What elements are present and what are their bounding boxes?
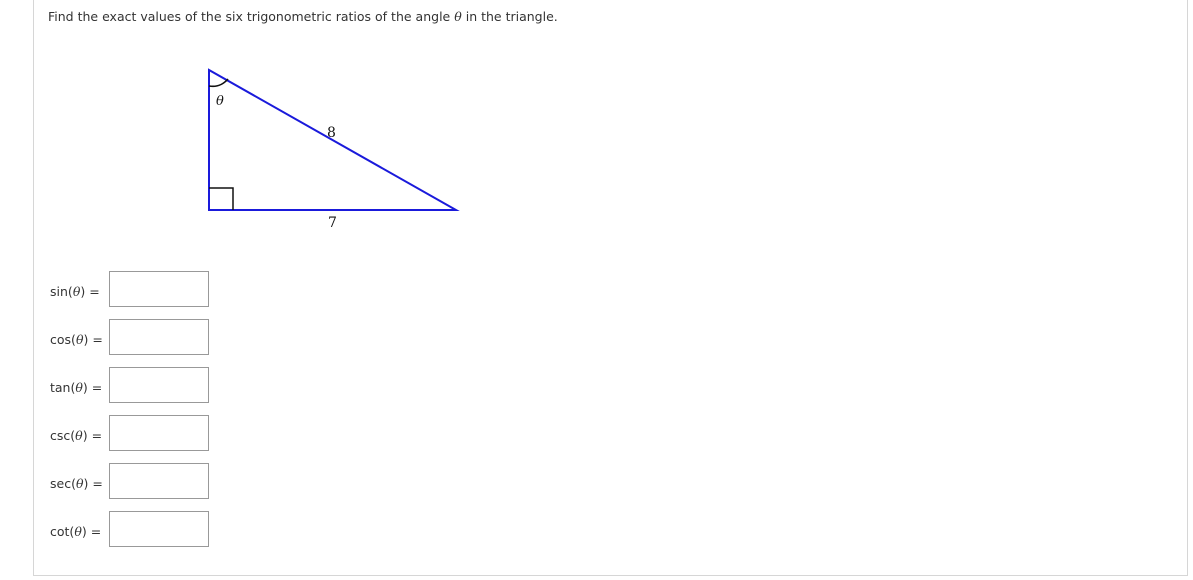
sin-label: sin(θ) =	[50, 284, 100, 299]
csc-answer-row	[50, 415, 220, 451]
csc-label: csc(θ) =	[50, 428, 103, 443]
base-label: 7	[328, 215, 337, 231]
hypotenuse-label: 8	[327, 125, 336, 141]
cos-answer-row	[50, 319, 220, 355]
sin-answer-row	[50, 271, 220, 307]
sec-answer-row	[50, 463, 220, 499]
cos-label: cos(θ) =	[50, 332, 103, 347]
angle-theta-label: θ	[216, 94, 224, 109]
sec-answer-input[interactable]	[109, 463, 209, 499]
cot-label: cot(θ) =	[50, 524, 102, 539]
prompt-text-after: in the triangle.	[465, 9, 558, 24]
csc-answer-input[interactable]	[109, 415, 209, 451]
question-prompt	[48, 9, 558, 24]
cot-answer-input[interactable]	[109, 511, 209, 547]
tan-answer-input[interactable]	[109, 367, 209, 403]
tan-label: tan(θ) =	[50, 380, 103, 395]
prompt-text-before: Find the exact values of the six trigonometric ratios of the angle	[48, 9, 451, 24]
sin-answer-input[interactable]	[109, 271, 209, 307]
right-triangle-figure	[200, 62, 470, 237]
cos-answer-input[interactable]	[109, 319, 209, 355]
prompt-theta-symbol: θ	[454, 9, 462, 24]
sec-label: sec(θ) =	[50, 476, 103, 491]
right-angle-marker	[209, 188, 233, 210]
tan-answer-row	[50, 367, 220, 403]
cot-answer-row	[50, 511, 220, 547]
